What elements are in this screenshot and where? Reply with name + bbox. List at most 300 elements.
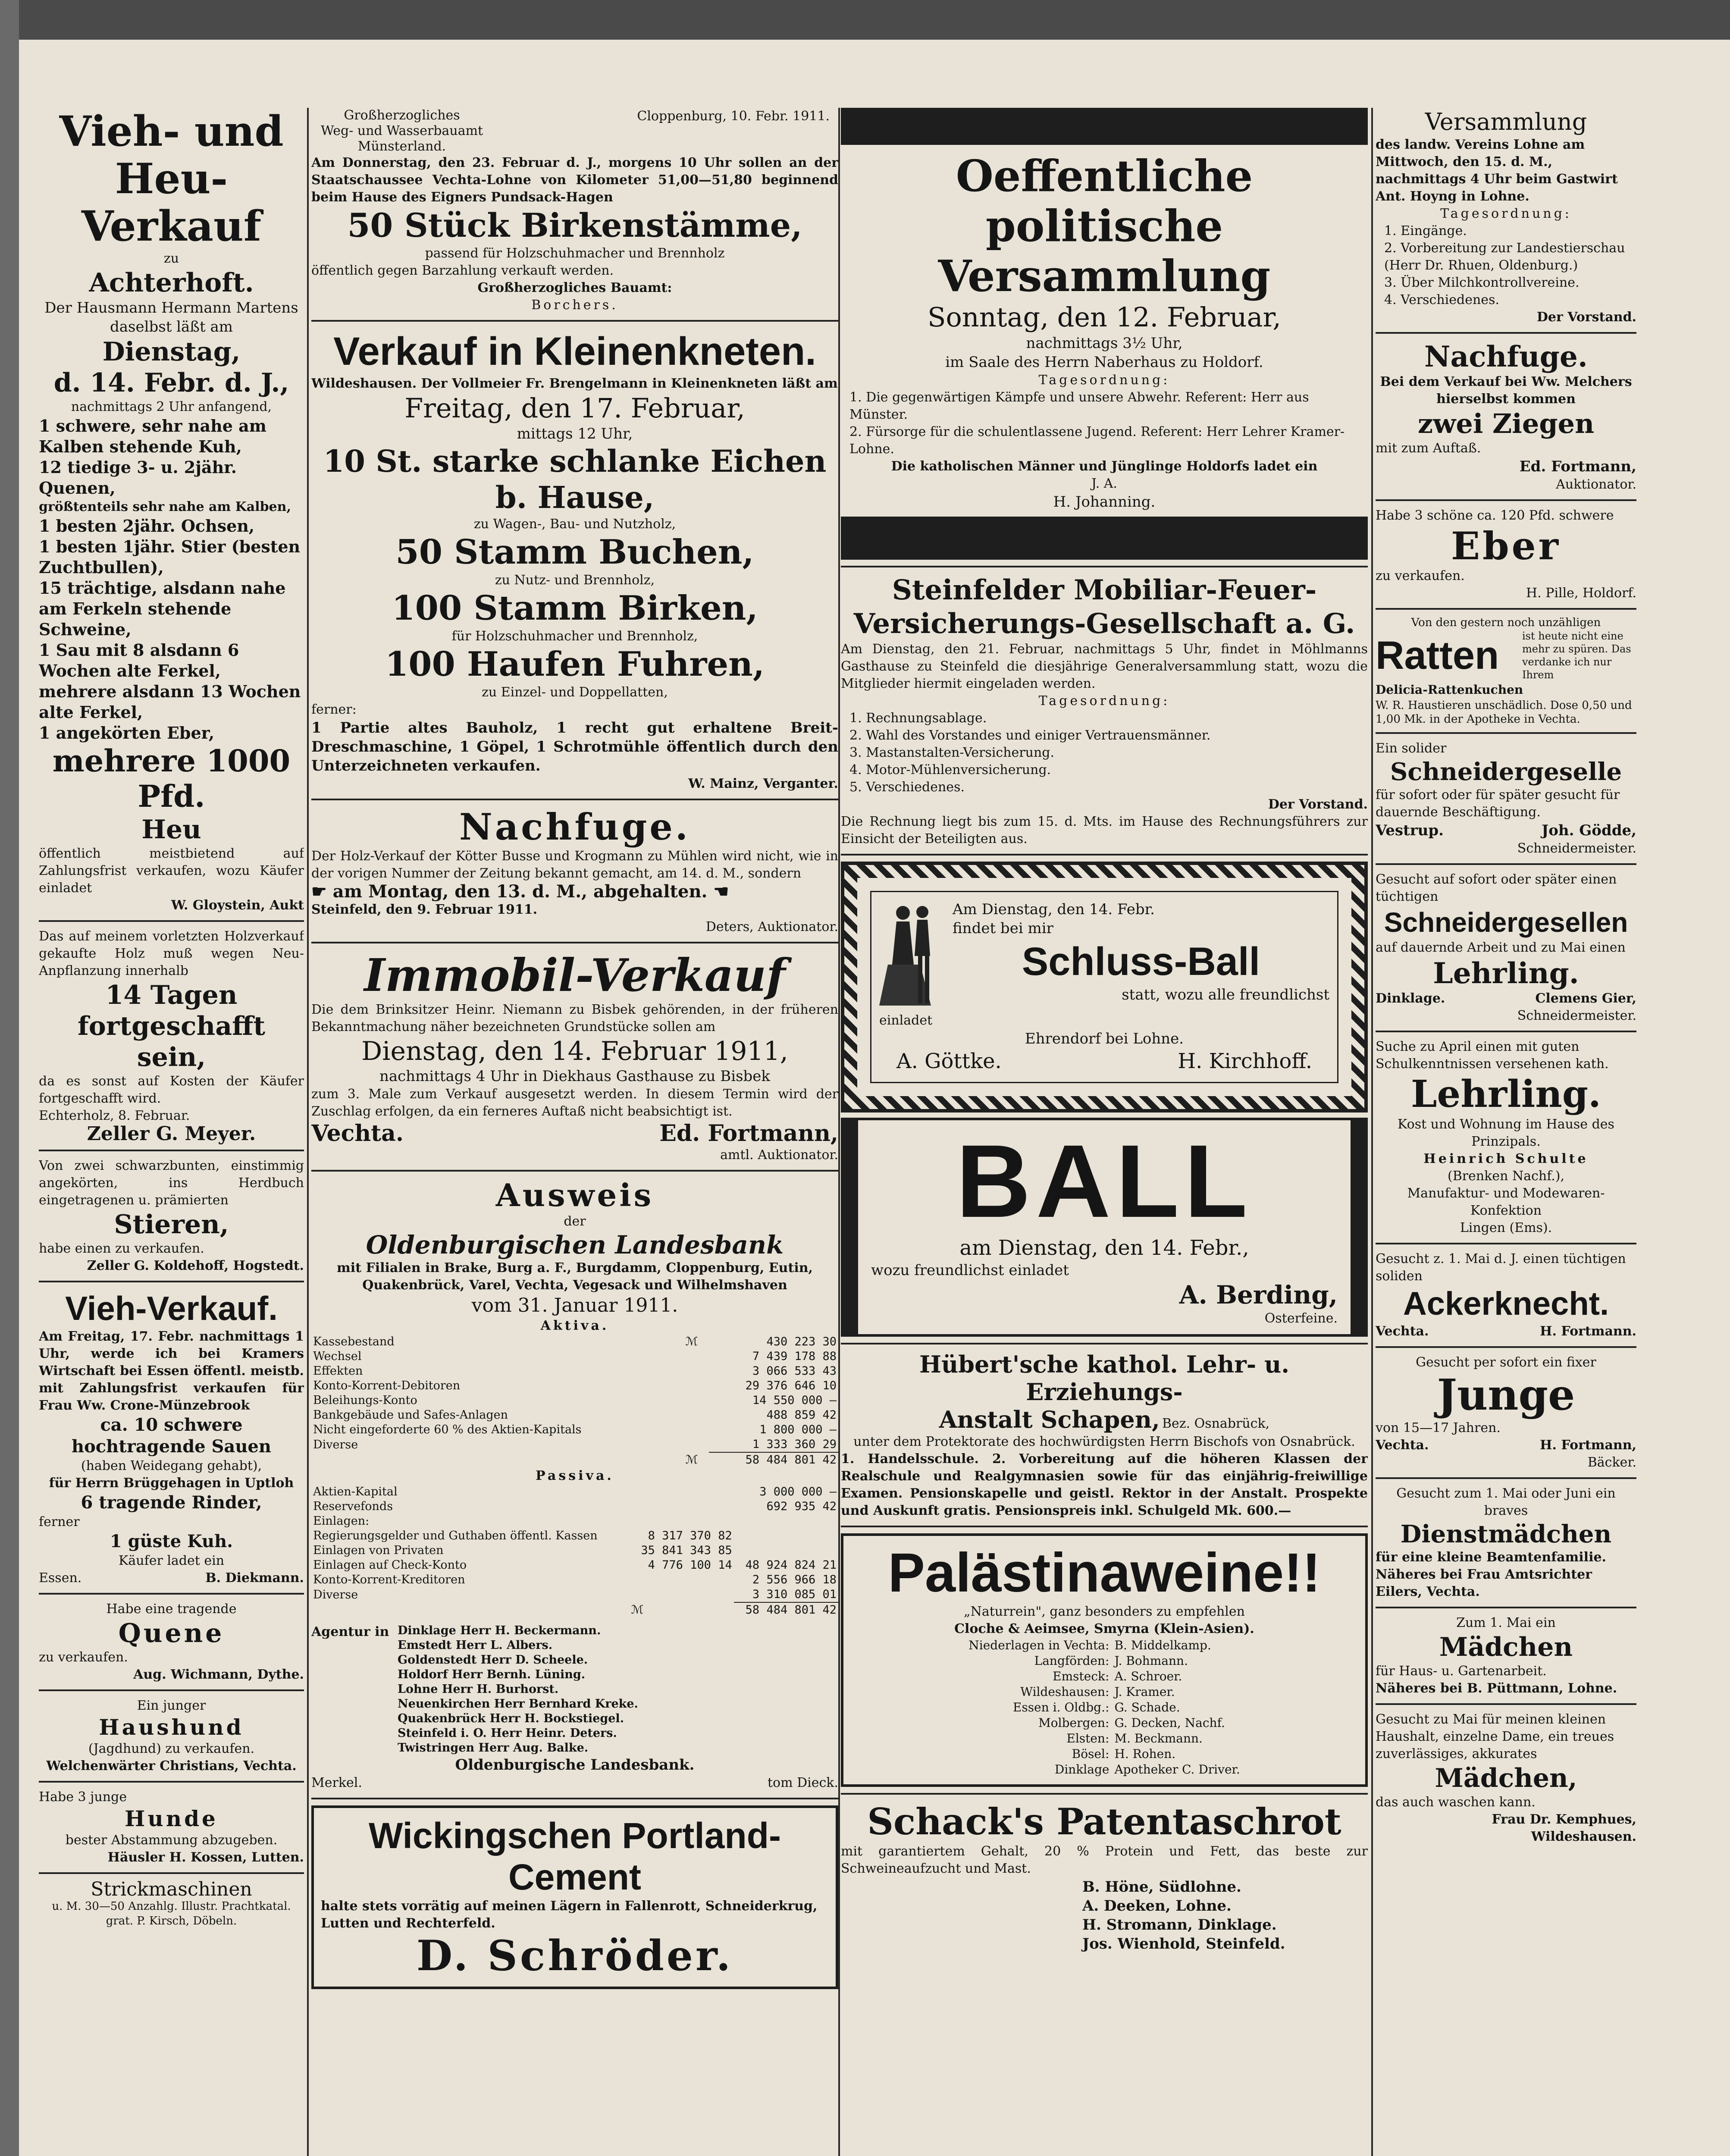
- ad-place: Echterholz, 8. Februar.: [39, 1108, 190, 1123]
- table-cell: Einlagen auf Check-Konto: [313, 1558, 467, 1572]
- ad-place: Vechta.: [1376, 1324, 1429, 1339]
- ad-text: Gesucht auf sofort oder später einen tüchtigen: [1376, 872, 1617, 904]
- table-cell: [684, 1437, 709, 1452]
- table-cell: [684, 1364, 709, 1379]
- table-row: [311, 1349, 838, 1364]
- ad-item: zwei Ziegen: [1417, 408, 1595, 439]
- divider: [1376, 499, 1636, 501]
- table-row: [311, 1423, 838, 1437]
- agenda-heading: Tagesordnung:: [1440, 206, 1572, 221]
- ad-ratten: [1376, 616, 1636, 726]
- table-total: 58 484 801 42: [734, 1602, 838, 1617]
- ad-politische-versammlung: [841, 108, 1368, 560]
- table-cell: J. Kramer.: [1114, 1685, 1175, 1699]
- ad-text: Am Donnerstag, den 23. Februar d. J., morgens 10 Uhr sollen an der Staatschaussee Vechta-Lohne von Kilometer 51,00—51,80 beginnend beim Hause des Eigners Pundsack-Hagen: [311, 155, 838, 205]
- ad-title: Verkauf in Kleinenkneten.: [333, 329, 816, 373]
- ad-title: Versicherungs-Gesellschaft a. G.: [853, 608, 1355, 640]
- ad-signature: Der Vorstand.: [1268, 797, 1368, 812]
- ad-date: am Dienstag, den 14. Febr.,: [959, 1236, 1249, 1260]
- divider: [1376, 1607, 1636, 1608]
- ad-text: auf dauernde Arbeit und zu Mai einen: [1376, 940, 1626, 955]
- ad-signature: Oldenburgische Landesbank.: [455, 1756, 695, 1774]
- table-row-total: ℳ 58 484 801 42: [311, 1452, 838, 1467]
- ad-text: Von den gestern noch unzähligen: [1411, 616, 1601, 629]
- ad-time: nachmittags 4 Uhr in Diekhaus Gasthause zu Bisbek: [379, 1068, 771, 1085]
- ad-text: habe einen zu verkaufen.: [39, 1241, 204, 1256]
- divider: [39, 1781, 304, 1783]
- table-heading: Passiva.: [536, 1468, 614, 1483]
- table-cell: 3 066 533 43: [752, 1364, 837, 1378]
- ad-text: zu Einzel- und Doppellatten,: [482, 685, 668, 700]
- ad-landw-versammlung: [1376, 108, 1636, 326]
- list-item: mehrere alsdann 13 Wochen alte Ferkel,: [39, 682, 301, 722]
- divider: [39, 1593, 304, 1595]
- aktiva-table: [311, 1335, 838, 1467]
- table-cell: Nicht eingeforderte 60 % des Aktien-Kapitals: [313, 1423, 582, 1436]
- ad-title: Lehrling.: [1433, 956, 1579, 990]
- ad-footer: [311, 1774, 838, 1792]
- table-cell: Niederlagen in Vechta:: [968, 1638, 1109, 1652]
- ad-schneidergeselle: [1376, 740, 1636, 857]
- list-item: Emstedt Herr L. Albers.: [398, 1639, 553, 1652]
- list-item: 1 besten 1jähr. Stier (besten Zuchtbullen),: [39, 537, 301, 577]
- ad-place: Lingen (Ems).: [1460, 1220, 1552, 1235]
- table-cell: Bösel:: [1072, 1747, 1109, 1761]
- ad-signature: Joh. Gödde,: [1542, 822, 1636, 839]
- list-item: 12 tiedige 3- u. 2jähr. Quenen,: [39, 458, 237, 498]
- ad-signature: Großherzogliches Bauamt:: [477, 280, 672, 295]
- table-cell: Apotheker C. Driver.: [1114, 1762, 1240, 1777]
- ad-signature: Auktionator.: [1556, 477, 1636, 492]
- column-rule: [838, 108, 840, 2156]
- table-cell: 488 859 42: [766, 1408, 837, 1422]
- ad-signature: Deters, Auktionator.: [705, 919, 838, 934]
- ad-signature: Manufaktur- und Modewaren-Konfektion: [1407, 1186, 1605, 1218]
- ad-place: Vechta.: [1376, 1438, 1429, 1453]
- divider: [311, 320, 838, 322]
- ad-date: vom 31. Januar 1911.: [471, 1294, 678, 1316]
- ad-place: Osterfeine.: [1264, 1311, 1338, 1326]
- ad-schneidergesellen: [1376, 871, 1636, 1025]
- table-cell: 48 924 824 21: [745, 1558, 837, 1572]
- authority-line: Münsterland.: [357, 139, 446, 154]
- ad-dienstmaedchen: [1376, 1485, 1636, 1601]
- table-row: [311, 1529, 838, 1543]
- table-row: [966, 1746, 1242, 1762]
- table-cell: [684, 1379, 709, 1393]
- ad-signature: Zeller G. Meyer.: [87, 1123, 256, 1145]
- list-item: Jos. Wienhold, Steinfeld.: [1082, 1935, 1285, 1952]
- table-row: [311, 1335, 838, 1349]
- ad-title: Nachfuge.: [1424, 340, 1588, 373]
- ad-highlight: mehrere 1000 Pfd.: [52, 743, 291, 814]
- ad-signature: amtl. Auktionator.: [720, 1147, 838, 1163]
- ad-text: zu Wagen-, Bau- und Nutzholz,: [473, 517, 676, 532]
- ad-title: Nachfuge.: [459, 805, 691, 848]
- table-row: [966, 1669, 1242, 1684]
- ad-title: Mädchen: [1439, 1632, 1573, 1662]
- ad-text: für Holzschuhmacher und Brennholz,: [451, 629, 698, 644]
- agenda-list: [1376, 222, 1636, 309]
- pointing-hand-icon: ☚: [713, 881, 729, 902]
- table-cell: Effekten: [313, 1364, 363, 1378]
- ad-date: Am Dienstag, den 14. Febr.: [953, 901, 1155, 918]
- dateline: Cloppenburg, 10. Febr. 1911.: [637, 109, 830, 124]
- divider: [39, 920, 304, 922]
- table-cell: [629, 1573, 733, 1587]
- ad-signature: Schneidermeister.: [1517, 841, 1636, 856]
- ad-haushund: [39, 1697, 304, 1775]
- table-cell: Essen i. Oldbg.:: [1012, 1700, 1109, 1714]
- list-item: A. Deeken, Lohne.: [1082, 1897, 1232, 1915]
- list-item: Neuenkirchen Herr Bernhard Kreke.: [398, 1697, 638, 1711]
- scan-top-edge: [0, 0, 1730, 40]
- ad-text: Die katholischen Männer und Jünglinge Holdorfs ladet ein: [891, 459, 1318, 474]
- list-item: 1 besten 2jähr. Ochsen,: [39, 516, 255, 536]
- ad-schluss-ball: [841, 862, 1368, 1112]
- ad-title: Ackerknecht.: [1403, 1285, 1609, 1322]
- ad-signature: Heinrich Schulte: [1423, 1151, 1589, 1166]
- ad-signature: Aug. Wichmann, Dythe.: [133, 1667, 304, 1682]
- ad-text: Die dem Brinksitzer Heinr. Niemann zu Bisbek gehörenden, in der früheren Bekanntmachung näher bezeichneten Grundstücke sollen am: [311, 1002, 838, 1034]
- ad-date-row: [311, 882, 838, 901]
- ad-immobil: [311, 950, 838, 1164]
- ad-title: Ratten: [1376, 633, 1499, 677]
- table-cell: [629, 1499, 733, 1514]
- list-item: 5. Verschiedenes.: [849, 780, 965, 795]
- agenda-list: [841, 710, 1368, 796]
- table-cell: 2 556 966 18: [752, 1573, 837, 1586]
- ad-item: 100 Haufen Fuhren,: [385, 645, 765, 684]
- ad-title: Anstalt Schapen,: [939, 1406, 1160, 1433]
- table-cell: Elsten:: [1066, 1731, 1109, 1745]
- table-cell: ℳ: [685, 1335, 698, 1348]
- divider: [1376, 863, 1636, 865]
- ad-footer: [39, 1570, 304, 1587]
- ad-title: Hübert'sche kathol. Lehr- u. Erziehungs-: [919, 1351, 1290, 1406]
- ad-footer: [1376, 1437, 1636, 1454]
- ad-text: halte stets vorrätig auf meinen Lägern in Fallenrott, Schneiderkrug, Lutten und Rechterfeld.: [321, 1899, 818, 1931]
- divider: [841, 566, 1368, 567]
- ad-title: 50 Stück Birkenstämme,: [347, 206, 802, 244]
- ad-strickmaschinen: [39, 1880, 304, 1928]
- table-cell: 29 376 646 10: [745, 1379, 837, 1392]
- ad-title: Schack's Patentaschrot: [867, 1800, 1341, 1843]
- divider: [841, 1793, 1368, 1795]
- divider: [39, 1689, 304, 1691]
- ad-text: zum 3. Male zum Verkauf ausgesetzt werden. In diesem Termin wird der Zuschlag erfolgen, da ein ferneres Auftaß nicht beabsichtigt ist.: [311, 1087, 838, 1119]
- table-row: [966, 1762, 1242, 1777]
- table-row: [311, 1437, 838, 1452]
- dealer-list: [841, 1877, 1368, 1953]
- ad-text: Bez. Osnabrück,: [1162, 1416, 1270, 1431]
- list-item: 1. Die gegenwärtigen Kämpfe und unsere Abwehr. Referent: Herr aus Münster.: [849, 390, 1309, 422]
- table-cell: Konto-Korrent-Kreditoren: [313, 1573, 465, 1586]
- ad-signature: H. Fortmann,: [1540, 1438, 1636, 1453]
- table-total: 58 484 801 42: [709, 1452, 838, 1467]
- ad-text: Cloche & Aeimsee, Smyrna (Klein-Asien).: [954, 1621, 1254, 1636]
- ad-title: Ausweis: [495, 1177, 654, 1213]
- divider: [311, 1798, 838, 1799]
- agenda-list: [841, 389, 1368, 458]
- table-cell: Wildeshausen:: [1020, 1685, 1109, 1699]
- ad-title: Schneidergeselle: [1390, 758, 1622, 786]
- ad-text: öffentlich meistbietend auf Zahlungsfrist verkaufen, wozu Käufer einladet: [39, 846, 304, 896]
- ratten-row: [1376, 630, 1636, 681]
- agentur-list: [398, 1623, 638, 1755]
- ad-text: mit Filialen in Brake, Burg a. F., Burgdamm, Cloppenburg, Eutin, Quakenbrück, Varel, Vechta, Vegesack und Wilhelmshaven: [337, 1260, 813, 1293]
- table-cell: Regierungsgelder und Guthaben öffentl. Kassen: [313, 1529, 598, 1542]
- ad-text: der: [564, 1214, 586, 1229]
- divider: [1376, 732, 1636, 734]
- ad-schack-patentaschrot: [841, 1801, 1368, 1953]
- ad-text: unter dem Protektorate des hochwürdigsten Herrn Bischofs von Osnabrück.: [853, 1434, 1355, 1449]
- column-2: [311, 108, 838, 1993]
- divider: [39, 1150, 304, 1151]
- table-cell: 430 223 30: [766, 1335, 837, 1348]
- list-item: 4. Verschiedenes.: [1384, 292, 1499, 307]
- list-item: 3. Über Milchkontrollvereine.: [1384, 275, 1580, 290]
- ad-item: 6 tragende Rinder,: [81, 1492, 262, 1513]
- passiva-table: [311, 1485, 838, 1617]
- table-row: [311, 1393, 838, 1408]
- table-cell: Diverse: [313, 1588, 358, 1601]
- table-row: [966, 1715, 1242, 1731]
- table-cell: Reservefonds: [313, 1500, 393, 1513]
- ad-item: ca. 10 schwere hochtragende Sauen: [72, 1415, 271, 1457]
- ad-text: Näheres bei B. Püttmann, Lohne.: [1376, 1681, 1617, 1696]
- ad-ball: [841, 1118, 1368, 1337]
- table-row: [311, 1499, 838, 1514]
- ad-signature: Welchenwärter Christians, Vechta.: [46, 1758, 297, 1774]
- list-item: Dinklage Herr H. Beckermann.: [398, 1624, 601, 1637]
- ad-portland-cement: [311, 1805, 838, 1989]
- ad-title: Hunde: [125, 1806, 218, 1831]
- ball-text: [944, 900, 1329, 1004]
- ad-hunde: [39, 1789, 304, 1866]
- table-cell: Beleihungs-Konto: [313, 1394, 417, 1407]
- niederlagen-table: [966, 1638, 1242, 1777]
- table-cell: G. Decken, Nachf.: [1114, 1716, 1225, 1730]
- ad-text: Habe 3 junge: [39, 1789, 127, 1805]
- list-item: 1. Rechnungsablage.: [849, 711, 987, 726]
- ad-signature: Der Vorstand.: [1536, 310, 1636, 325]
- list-item: 4. Motor-Mühlenversicherung.: [849, 762, 1051, 777]
- list-item: 1. Eingänge.: [1384, 223, 1467, 238]
- ad-place: Vestrup.: [1376, 822, 1444, 839]
- list-item: Lohne Herr H. Burhorst.: [398, 1683, 559, 1696]
- ad-ausweis: [311, 1178, 838, 1792]
- divider: [841, 1526, 1368, 1527]
- ad-text: das auch waschen kann.: [1376, 1795, 1536, 1810]
- table-cell: 14 550 000 —: [752, 1394, 837, 1407]
- ad-item: 100 Stamm Birken,: [392, 589, 758, 628]
- list-item: 1 Sau mit 8 alsdann 6 Wochen alte Ferkel,: [39, 640, 239, 680]
- table-cell: Dinklage: [1054, 1762, 1109, 1777]
- table-cell: 7 439 178 88: [752, 1350, 837, 1363]
- ad-day: Sonntag, den 12. Februar,: [927, 301, 1282, 333]
- ad-text: findet bei mir: [953, 920, 1053, 937]
- ad-text: 1 Partie altes Bauholz, 1 recht gut erhaltene Breit-Dreschmaschine, 1 Göpel, 1 Schrotmühle öffentlich durch den Unterzeichneten verkaufen.: [311, 719, 838, 774]
- ad-title: Stieren,: [114, 1210, 229, 1240]
- ad-signature: H. Kirchhoff.: [1178, 1049, 1312, 1073]
- ad-day: Freitag, den 17. Februar,: [404, 392, 745, 424]
- ad-title: Junge: [1437, 1370, 1575, 1420]
- ad-title: Versammlung: [938, 251, 1271, 301]
- list-item: 1 schwere, sehr nahe am Kalben stehende Kuh,: [39, 416, 266, 456]
- ad-day: Dienstag, den 14. Februar 1911,: [361, 1036, 788, 1066]
- ad-title: Haushund: [99, 1714, 244, 1740]
- list-item: 2. Wahl des Vorstandes und einiger Vertrauensmänner.: [849, 728, 1211, 743]
- ad-title-row: [841, 1406, 1368, 1433]
- ad-text: Habe eine tragende: [106, 1601, 237, 1617]
- list-item: Holdorf Herr Bernh. Lüning.: [398, 1668, 586, 1681]
- table-row: [311, 1514, 838, 1529]
- ad-title: Strickmaschinen: [91, 1878, 252, 1900]
- table-row: [966, 1684, 1242, 1700]
- ad-text: (haben Weidegang gehabt),: [81, 1458, 262, 1473]
- table-cell: 1 800 000 —: [759, 1423, 837, 1436]
- ad-text: Suche zu April einen mit guten Schulkenntnissen versehenen kath.: [1376, 1039, 1609, 1072]
- table-cell: [734, 1514, 838, 1529]
- divider: [39, 1872, 304, 1874]
- divider: [311, 799, 838, 800]
- ad-title: Wickingschen Portland-Cement: [368, 1815, 781, 1897]
- table-cell: Bankgebäude und Safes-Anlagen: [313, 1408, 508, 1422]
- ad-text: mit zum Auftaß.: [1376, 441, 1481, 456]
- ad-header: [311, 108, 838, 154]
- ad-signature: W. Mainz, Verganter.: [688, 776, 838, 791]
- ad-text: Der Hausmann Hermann Martens daselbst läßt am: [44, 299, 298, 335]
- divider: [1376, 608, 1636, 610]
- ad-title: Schluss-Ball: [1022, 940, 1260, 984]
- ad-place: Vechta.: [311, 1120, 404, 1147]
- ad-text: zu Nutz- und Brennholz,: [495, 573, 655, 588]
- ad-title: Lehrling.: [1411, 1072, 1601, 1116]
- ad-vieh-verkauf: [39, 1288, 304, 1587]
- ad-title: Palästinaweine!!: [888, 1542, 1321, 1604]
- list-item: B. Höne, Südlohne.: [1082, 1878, 1241, 1896]
- column-rule: [1371, 108, 1373, 2156]
- ad-signature: H. Fortmann.: [1540, 1324, 1636, 1339]
- ad-footer: [311, 1120, 838, 1147]
- ad-title: Vieh-Verkauf.: [65, 1289, 278, 1327]
- table-row: [311, 1573, 838, 1587]
- agenda-heading: Tagesordnung:: [1038, 693, 1170, 708]
- ad-item: 1 güste Kuh.: [110, 1531, 233, 1551]
- list-item: 1 angekörten Eber,: [39, 723, 215, 743]
- ad-item: 10 St. starke schlanke Eichen b. Hause,: [323, 443, 827, 515]
- ad-text: für Herrn Brüggehagen in Uptloh: [49, 1476, 294, 1491]
- ad-signature: D. Schröder.: [416, 1931, 733, 1980]
- ad-text: W. R. Haustieren unschädlich. Dose 0,50 und 1,00 Mk. in der Apotheke in Vechta.: [1376, 699, 1632, 726]
- table-cell: Diverse: [313, 1438, 358, 1451]
- ad-text: zu: [163, 251, 179, 266]
- table-row: [966, 1700, 1242, 1715]
- table-row: [311, 1543, 838, 1558]
- ad-holz: [39, 928, 304, 1144]
- authority-line: Weg- und Wasserbauamt: [320, 123, 483, 138]
- ad-time: nachmittags 3½ Uhr,: [1026, 335, 1183, 352]
- table-cell: [684, 1423, 709, 1437]
- table-cell: Konto-Korrent-Debitoren: [313, 1379, 461, 1392]
- divider: [311, 942, 838, 943]
- divider: [1376, 1346, 1636, 1348]
- ad-text: Die Rechnung liegt bis zum 15. d. Mts. im Hause des Rechnungsführers zur Einsicht der Beteiligten aus.: [841, 814, 1368, 846]
- table-cell: H. Rohen.: [1114, 1747, 1176, 1761]
- ad-text: Wildeshausen. Der Vollmeier Fr. Brengelmann in Kleinenkneten läßt am: [311, 376, 838, 391]
- ad-palaestinaweine: [841, 1533, 1368, 1787]
- table-row: [311, 1364, 838, 1379]
- agentur-block: [311, 1623, 838, 1755]
- ad-text: passend für Holzschuhmacher und Brennholz: [425, 246, 725, 261]
- ad-signature: Merkel.: [311, 1775, 362, 1790]
- ad-vieh-heu-verkauf: [39, 108, 304, 914]
- authority-line: Großherzogliches: [344, 108, 460, 123]
- ad-text: Am Freitag, 17. Febr. nachmittags 1 Uhr, werde ich bei Kramers Wirtschaft bei Essen öffentl. meistb. mit Zahlungsfrist verkaufen für Frau Ww. Crone-Münzebrook: [39, 1329, 304, 1413]
- table-cell: 8 317 370 82: [648, 1529, 732, 1542]
- brand-name: Delicia-Rattenkuchen: [1376, 683, 1523, 697]
- column-rule: [307, 108, 309, 2156]
- ad-footer: [1376, 1323, 1636, 1340]
- ad-signature: H. Johanning.: [1053, 493, 1156, 511]
- table-cell: M. Beckmann.: [1114, 1731, 1203, 1745]
- table-cell: Aktien-Kapital: [313, 1485, 398, 1498]
- table-cell: B. Middelkamp.: [1114, 1638, 1211, 1652]
- table-cell: A. Schroer.: [1114, 1669, 1182, 1683]
- list-item: Quakenbrück Herr H. Bockstiegel.: [398, 1712, 624, 1725]
- agentur-label: Agentur in: [311, 1624, 389, 1639]
- ad-title: Steinfelder Mobiliar-Feuer-: [892, 574, 1317, 606]
- table-cell: [629, 1514, 733, 1529]
- ad-time: mittags 12 Uhr,: [517, 425, 633, 442]
- ad-title: Versammlung: [1425, 108, 1587, 135]
- ad-text: für eine kleine Beamtenfamilie. Näheres bei Frau Amtsrichter Eilers, Vechta.: [1376, 1550, 1606, 1599]
- ad-signature: H. Pille, Holdorf.: [1526, 586, 1636, 601]
- table-row: [311, 1408, 838, 1423]
- divider: [841, 854, 1368, 856]
- ad-place: Dinklage.: [1376, 991, 1445, 1006]
- ad-text: des landw. Vereins Lohne am Mittwoch, den 15. d. M., nachmittags 4 Uhr beim Gastwirt Ant. Hoyng in Lohne.: [1376, 137, 1618, 204]
- ad-text: J. A.: [1091, 476, 1117, 491]
- ad-eber: [1376, 507, 1636, 602]
- divider: [311, 1170, 838, 1172]
- ad-title: Schneidergesellen: [1384, 907, 1628, 938]
- authority: [311, 108, 492, 154]
- ad-signature: (Brenken Nachf.),: [1447, 1169, 1565, 1184]
- ad-signature: Ed. Fortmann,: [659, 1120, 838, 1147]
- table-row: [311, 1587, 838, 1602]
- ad-day: Dienstag,: [102, 337, 241, 367]
- ad-text: Am Dienstag, den 21. Februar, nachmittags 5 Uhr, findet in Möhlmanns Gasthause zu Steinfeld die diesjährige Generalversammlung statt, wozu die Mitglieder hiermit eingeladen werden.: [841, 642, 1368, 691]
- ad-signature: Borchers.: [531, 298, 618, 313]
- ad-text: Bei dem Verkauf bei Ww. Melchers hierselbst kommen: [1380, 374, 1632, 407]
- black-rule: [841, 108, 1368, 145]
- table-cell: [734, 1543, 838, 1558]
- ad-signature: Ed. Fortmann,: [1519, 458, 1636, 475]
- ad-text: von 15—17 Jahren.: [1376, 1420, 1501, 1435]
- table-cell: Einlagen:: [313, 1514, 370, 1528]
- ad-signature: Zeller G. Koldehoff, Hogstedt.: [87, 1258, 304, 1273]
- table-row: [311, 1485, 838, 1499]
- ad-signature: Bäcker.: [1587, 1455, 1636, 1470]
- ad-text: mit garantiertem Gehalt, 20 % Protein und Fett, das beste zur Schweineaufzucht und Mast.: [841, 1844, 1368, 1876]
- ad-highlight: Heu: [141, 815, 201, 845]
- table-row: [966, 1653, 1242, 1669]
- ad-title: Heu-Verkauf: [81, 154, 262, 251]
- ad-title: Dienstmädchen: [1400, 1520, 1612, 1548]
- table-cell: [684, 1393, 709, 1408]
